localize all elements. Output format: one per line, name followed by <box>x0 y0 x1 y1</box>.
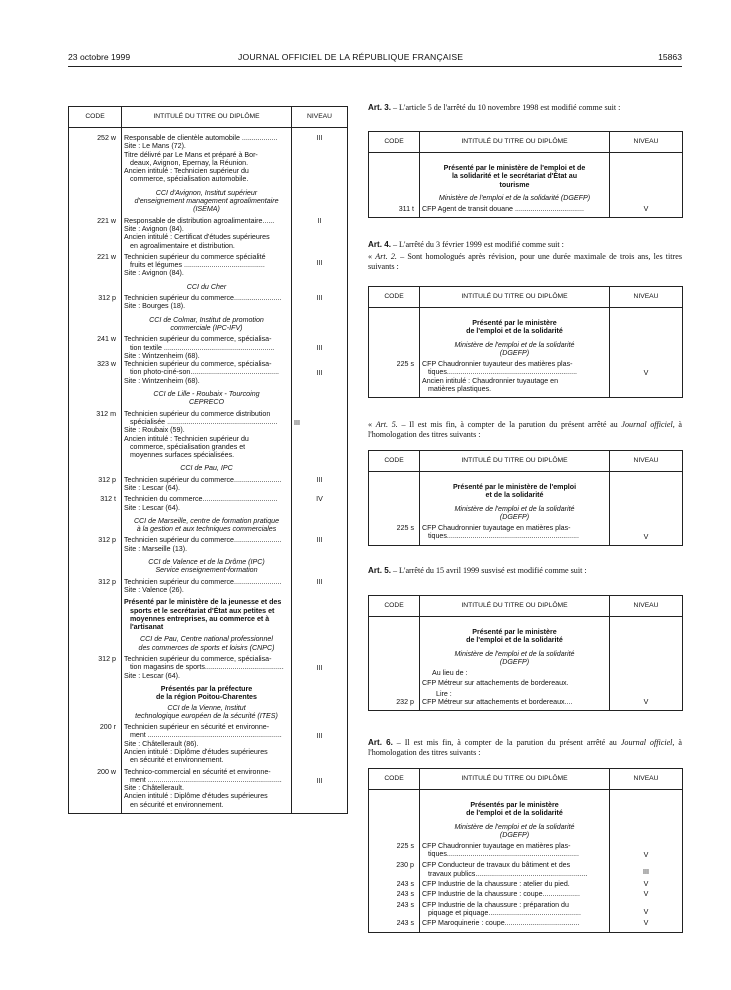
table-row <box>369 899 683 918</box>
text-line: Technico-commercial en sécurité et environne- <box>124 767 271 776</box>
text-line: Ministère de l'emploi et de la solidarité <box>454 504 575 513</box>
text-line: commerciale (IPC-IFV) <box>170 323 243 332</box>
text-line: (DGEFP) <box>499 348 530 357</box>
text-line: Titre délivré par Le Mans et préparé à Bor- <box>124 150 258 159</box>
text-line: Responsable de distribution agroalimentaire...... <box>124 216 275 225</box>
table-row <box>69 294 348 311</box>
text-line: Site : Wintzenheim (68). <box>124 351 200 360</box>
text-line: V <box>643 205 649 214</box>
text-line: – Il est mis fin, à compter de la parution du présent arrêté au <box>397 420 622 429</box>
text-line: III <box>316 536 323 545</box>
text-line: Site : Lescar (64). <box>124 671 180 680</box>
text-line: sports et le secrétariat d'État aux petites et <box>130 606 275 615</box>
article-4 <box>368 240 682 273</box>
text-line: Technicien supérieur en sécurité et environne- <box>124 723 270 732</box>
text-line: Site : Marseille (13). <box>124 544 188 553</box>
text-line: technologique européen de la sécurité (ITES) <box>135 711 278 720</box>
text-line: Présenté par le ministère de la jeunesse et des <box>124 598 282 607</box>
text-line: , à l'homologation des titres suivants : <box>368 738 682 758</box>
text-line: INTITULÉ DU TITRE OU DIPLÔME <box>420 596 610 617</box>
text-line: Technicien supérieur du commerce........................ <box>124 475 282 484</box>
left-table <box>68 106 347 814</box>
text-line: NIVEAU <box>610 769 683 790</box>
table-row <box>69 536 348 553</box>
text-line: Site : Bourges (18). <box>124 302 186 311</box>
text-line: Ancien intitulé : Technicien supérieur du <box>124 167 249 176</box>
section-heading: CCI de Pau, IPC <box>180 464 233 473</box>
text-line: Service enseignement-formation <box>155 566 258 575</box>
text-line: Journal officiel <box>620 738 673 747</box>
text-line: NIVEAU <box>610 451 683 472</box>
text-line: CFP Agent de transit douane ................................... <box>422 205 584 214</box>
text-line: CCI de la Vienne, Institut <box>167 703 246 712</box>
article-5 <box>368 566 682 576</box>
article-3 <box>368 103 682 113</box>
section-heading-bold <box>124 685 289 702</box>
text-line: CCI d'Avignon, Institut supérieur <box>155 188 258 197</box>
section-heading <box>124 390 289 407</box>
text-line: III <box>316 344 323 353</box>
text-line: Technicien supérieur du commerce, spécialisa- <box>124 335 272 344</box>
table-row <box>69 335 348 360</box>
table-row <box>369 888 683 898</box>
text-line: en sécurité et environnement. <box>130 800 224 809</box>
text-line: ment .................................................................... <box>130 731 282 740</box>
text-line: III <box>316 294 323 303</box>
text-line: moyennes surfaces spécialisées. <box>130 451 235 460</box>
text-line: Présenté par le ministère de l'emploi <box>452 483 577 491</box>
text-line: CCI de Pau, Centre national professionnel <box>140 635 273 644</box>
text-line: tion photo-ciné-son............................................. <box>130 368 280 377</box>
text-line: CCI de Lille - Roubaix - Tourcoing <box>153 390 260 399</box>
text-line: V <box>643 890 649 899</box>
text-line: V <box>643 851 649 860</box>
text-line: 312 m <box>69 410 122 460</box>
text-line: III <box>316 134 323 142</box>
text-line: III <box>316 776 323 785</box>
text-line: CCI de Valence et de la Drôme (IPC) <box>148 558 265 567</box>
text-line: (DGEFP) <box>499 830 530 839</box>
text-line: Technicien supérieur du commerce, spécialisa- <box>124 655 272 664</box>
journal-title: JOURNAL OFFICIEL DE LA RÉPUBLIQUE FRANÇAISE <box>238 52 464 62</box>
text-line: Site : Wintzenheim (68). <box>124 376 200 385</box>
table-row <box>69 250 348 278</box>
text-line: de l'emploi et de la solidarité <box>466 327 563 336</box>
text-line: Présenté par le ministère de l'emploi et de <box>443 164 586 172</box>
text-line: de l'emploi et de la solidarité <box>466 636 563 645</box>
text-line: Site : Avignon (84). <box>124 224 184 233</box>
text-line: 312 p <box>69 476 122 493</box>
text-line: Technicien du commerce...................................... <box>124 495 278 504</box>
text-line: 200 w <box>69 765 122 814</box>
text-line: commerce, spécialisation grandes et <box>130 442 246 451</box>
text-line: II <box>317 216 322 225</box>
col-niveau-header: NIVEAU <box>292 107 348 128</box>
page-header <box>68 52 682 64</box>
text-line: fruits et légumes ......................................... <box>130 261 265 270</box>
text-line: Art. 6. <box>368 738 393 747</box>
text-line: 312 t <box>69 492 122 512</box>
header-date: 23 octobre 1999 <box>68 52 131 62</box>
text-line: CFP Industrie de la chaussure : préparation du <box>422 900 569 909</box>
text-line: CFP Chaudronnier tuyautage en matières plas- <box>422 842 571 851</box>
text-line: CODE <box>369 596 420 617</box>
text-line: CFP Métreur sur attachements et bordereaux.... <box>422 698 573 707</box>
text-line: tiques................................................................... <box>428 532 579 541</box>
text-line: de la région Poitou-Charentes <box>156 693 257 702</box>
text-line: – Il est mis fin, à compter de la parution du présent arrêté au <box>392 738 621 747</box>
text-line: Technicien supérieur du commerce distribution <box>124 409 271 418</box>
text-line: (DGEFP) <box>499 512 530 521</box>
text-line: 323 w <box>69 360 122 385</box>
text-line: (DGEFP) <box>499 657 530 666</box>
text-line: Art. 5. <box>375 420 398 429</box>
text-line: Ministère de l'emploi et de la solidarité <box>454 649 575 658</box>
text-line: Responsable de clientèle automobile .................. <box>124 134 278 142</box>
table-row <box>69 128 348 184</box>
text-line: Présentés par le ministère <box>470 801 559 809</box>
text-line: Art. 3. <box>368 103 391 112</box>
text-line: Site : Châtellerault (86). <box>124 739 199 748</box>
text-line: « <box>368 420 376 429</box>
text-line: III <box>316 664 323 673</box>
text-line: tion magasins de sports........................................ <box>130 663 284 672</box>
table-art3 <box>368 131 682 218</box>
text-line: CFP Industrie de la chaussure : coupe................... <box>422 890 580 899</box>
text-line: – L'arrêté du 3 février 1999 est modifié comme suit : <box>390 240 564 249</box>
text-line: Au lieu de : <box>432 669 468 678</box>
text-line: Présenté par le ministère <box>472 319 557 327</box>
table-art5b <box>368 595 682 711</box>
text-line: Site : Châtellerault. <box>124 784 184 793</box>
article-5-quote <box>368 420 682 440</box>
text-line: CFP Métreur sur attachements de bordereaux. <box>422 679 569 688</box>
text-line: III <box>316 475 323 484</box>
text-line: d'enseignement management agroalimentaire <box>134 197 279 206</box>
section-heading <box>124 558 289 575</box>
text-line: CFP Chaudronnier tuyautage en matières plas- <box>422 524 571 533</box>
text-line: 221 w <box>69 250 122 278</box>
section-heading <box>124 189 289 214</box>
text-line: Ancien intitulé : Technicien supérieur du <box>124 434 249 443</box>
text-line: V <box>643 907 649 916</box>
article-6 <box>368 738 682 758</box>
text-line: Ministère de l'emploi et de la solidarité <box>454 822 575 831</box>
table-row <box>69 492 348 512</box>
text-line: 241 w <box>69 335 122 360</box>
text-line: (ISEMA) <box>193 205 220 214</box>
text-line: Lire : <box>436 689 452 698</box>
text-line: NIVEAU <box>610 287 683 308</box>
table-art4 <box>368 286 682 398</box>
text-line: 312 p <box>69 578 122 595</box>
text-line: NIVEAU <box>610 596 683 617</box>
text-line: 312 p <box>69 294 122 311</box>
table-row <box>69 410 348 460</box>
text-line: III <box>316 577 323 586</box>
text-line: Technicien supérieur du commerce........................ <box>124 577 282 586</box>
text-line: Technicien supérieur du commerce........................ <box>124 536 282 545</box>
text-line: III <box>643 868 649 877</box>
text-line: à la gestion et aux techniques commerciales <box>136 525 277 534</box>
text-line: CODE <box>369 132 420 153</box>
text-line: V <box>643 698 649 707</box>
text-line: Site : Lescar (64). <box>124 503 180 512</box>
text-line: en sécurité et environnement. <box>130 756 224 765</box>
table-row <box>369 524 683 546</box>
text-line: III <box>316 369 323 378</box>
text-line: spécialisée ........................................................ <box>130 417 278 426</box>
section-heading <box>124 635 289 652</box>
text-line: INTITULÉ DU TITRE OU DIPLÔME <box>420 769 610 790</box>
text-line: CFP Conducteur de travaux du bâtiment et des <box>422 861 571 870</box>
text-line: 243 s <box>369 888 420 898</box>
table-row <box>369 859 683 878</box>
text-line: INTITULÉ DU TITRE OU DIPLÔME <box>420 132 610 153</box>
text-line: de l'emploi et de la solidarité <box>466 809 563 818</box>
text-line: 225 s <box>369 842 420 859</box>
table-row <box>69 578 348 595</box>
table-row <box>369 698 683 711</box>
text-line: 311 t <box>369 205 420 218</box>
text-line: Journal officiel <box>621 420 673 429</box>
text-line: , à l'homologation des titres suivants : <box>368 420 682 440</box>
text-line: ment .................................................................... <box>130 775 282 784</box>
text-line: Art. 4. <box>368 240 391 249</box>
text-line: piquage et piquage............................................... <box>428 908 581 917</box>
text-line: Technicien supérieur du commerce, spécialisa- <box>124 360 272 369</box>
text-line: en agroalimentaire et distribution. <box>130 241 235 250</box>
text-line: CFP Chaudronnier tuyauteur des matières plas- <box>422 360 573 369</box>
text-line: III <box>316 258 323 267</box>
text-line: tiques.................................................................. <box>428 368 578 377</box>
table-row <box>369 842 683 859</box>
table-art5 <box>368 450 682 546</box>
text-line: – L'arrêté du 15 avril 1999 susvisé est modifié comme suit : <box>390 566 587 575</box>
text-line: CFP Industrie de la chaussure : atelier du pied. <box>422 880 570 889</box>
text-line: tourisme <box>499 180 530 189</box>
table-row <box>69 476 348 493</box>
text-line: 243 s <box>369 899 420 918</box>
table-row <box>69 217 348 250</box>
text-line: IV <box>316 495 323 504</box>
header-rule <box>68 66 682 67</box>
text-line: – Sont homologués après révision, pour une durée maximale de trois ans, les titres suivants : <box>368 252 682 272</box>
text-line: deaux, Avignon, Epernay, la Réunion. <box>130 158 249 167</box>
text-line: 312 p <box>69 536 122 553</box>
text-line: « <box>368 252 376 262</box>
text-line: 243 s <box>369 878 420 888</box>
text-line: V <box>643 919 649 928</box>
text-line: NIVEAU <box>610 132 683 153</box>
text-line: l'artisanat <box>130 623 164 632</box>
text-line: 232 p <box>369 698 420 711</box>
text-line: CFP Maroquinerie : coupe...................................... <box>422 919 580 928</box>
text-line: la solidarité et le secrétariat d'État au <box>451 172 578 181</box>
text-line: 243 s <box>369 917 420 932</box>
text-line: Site : Lescar (64). <box>124 483 180 492</box>
text-line: Présenté par le ministère <box>472 628 557 636</box>
text-line: Technicien supérieur du commerce........................ <box>124 294 282 303</box>
text-line: III <box>294 418 300 427</box>
text-line: CODE <box>369 769 420 790</box>
text-line: CODE <box>369 287 420 308</box>
table-art6 <box>368 768 682 933</box>
text-line: 221 w <box>69 217 122 250</box>
section-heading <box>124 704 289 721</box>
text-line: des commerces de sports et loisirs (CNPC) <box>138 643 275 652</box>
text-line: 230 p <box>369 859 420 878</box>
text-line: Site : Valence (26). <box>124 585 184 594</box>
text-line: Site : Avignon (84). <box>124 269 184 278</box>
text-line: V <box>643 369 649 378</box>
text-line: Ancien intitulé : Chaudronnier tuyautage en <box>422 376 559 385</box>
text-line: – L'article 5 de l'arrêté du 10 novembre 1998 est modifié comme suit : <box>390 103 621 112</box>
text-line: tion textile ........................................................ <box>130 343 275 352</box>
text-line: tiques................................................................... <box>428 850 579 859</box>
text-line: CCI de Colmar, Institut de promotion <box>149 315 264 324</box>
text-line: Ancien intitulé : Diplôme d'études supérieures <box>124 748 268 756</box>
table-row <box>369 360 683 398</box>
table-row <box>69 655 348 680</box>
table-row <box>369 878 683 888</box>
section-heading-bold <box>124 598 289 631</box>
text-line: V <box>643 880 649 889</box>
text-line: Présentés par la préfecture <box>160 684 253 693</box>
section-heading <box>124 316 289 333</box>
table-row <box>69 360 348 385</box>
table-row <box>369 205 683 218</box>
text-line: V <box>643 533 649 542</box>
text-line: Art. 5. <box>368 566 391 575</box>
text-line: 225 s <box>369 360 420 398</box>
text-line: Technicien supérieur du commerce spécialité <box>124 252 266 261</box>
text-line: Ancien intitulé : Certificat d'études supérieures <box>124 233 270 242</box>
page-number: 15863 <box>658 52 682 62</box>
text-line: Art. 2. <box>375 252 397 262</box>
section-heading: CCI du Cher <box>186 282 227 291</box>
text-line: CODE <box>369 451 420 472</box>
text-line: Ministère de l'emploi et de la solidarité (DGEFP) <box>438 193 591 202</box>
text-line: 225 s <box>369 524 420 546</box>
text-line: matières plastiques. <box>428 385 492 394</box>
text-line: INTITULÉ DU TITRE OU DIPLÔME <box>420 287 610 308</box>
col-intitule-header: INTITULÉ DU TITRE OU DIPLÔME <box>122 107 292 128</box>
text-line: Ministère de l'emploi et de la solidarité <box>454 340 575 349</box>
text-line: Site : Le Mans (72). <box>124 142 186 151</box>
text-line: et de la solidarité <box>485 491 544 500</box>
text-line: 312 p <box>69 655 122 680</box>
text-line: III <box>316 732 323 741</box>
text-line: CEPRECO <box>188 398 225 407</box>
col-code-header: CODE <box>69 107 122 128</box>
table-row <box>369 917 683 932</box>
section-heading <box>124 517 289 534</box>
text-line: 200 r <box>69 723 122 764</box>
text-line: moyennes entreprises, au commerce et à <box>130 614 270 623</box>
text-line: Ancien intitulé : Diplôme d'études supérieures <box>124 792 268 801</box>
text-line: travaux publics......................................................... <box>428 869 588 878</box>
text-line: CCI de Marseille, centre de formation pratique <box>133 516 280 525</box>
text-line: Site : Roubaix (59). <box>124 426 185 435</box>
text-line: INTITULÉ DU TITRE OU DIPLÔME <box>420 451 610 472</box>
text-line: commerce, spécialisation automobile. <box>130 175 249 184</box>
text-line: 252 w <box>69 128 122 184</box>
table-row <box>69 723 348 764</box>
table-row <box>69 765 348 814</box>
